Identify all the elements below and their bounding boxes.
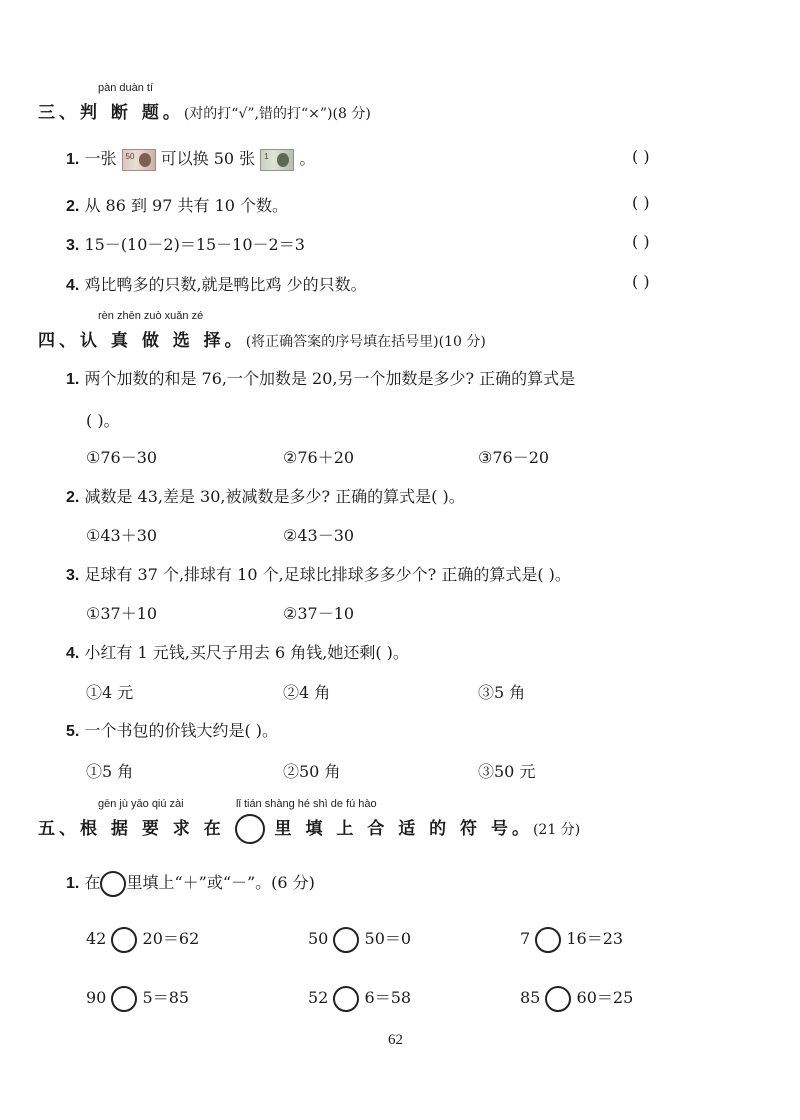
- s4-q2-num: 2.: [66, 489, 80, 506]
- s4-q3-option-2[interactable]: ②37－10: [283, 604, 355, 623]
- section5-pinyin-left: gēn jù yāo qiú zài: [98, 798, 184, 810]
- s4-q3-num: 3.: [66, 567, 80, 584]
- s4-q3-option-1[interactable]: ①37＋10: [86, 604, 158, 623]
- s3-item-4-answer[interactable]: ( ): [632, 272, 650, 291]
- banknote-1-icon: [260, 149, 294, 171]
- section3-title: 三、判 断 题。: [38, 103, 184, 123]
- equation-operand: 52: [308, 988, 329, 1007]
- s3-item-3-text: 15－(10－2)＝15－10－2＝3: [84, 235, 305, 254]
- equation-operand: 85: [520, 988, 541, 1007]
- section3-pinyin: pàn duàn tí: [98, 82, 154, 94]
- s4-q5-option-2[interactable]: ②50 角: [283, 762, 341, 781]
- s4-q5-option-3[interactable]: ③50 元: [478, 762, 536, 781]
- equation-6: [520, 985, 633, 1012]
- s3-item-3: [66, 232, 305, 255]
- section5-title-pre: 五、根 据 要 求 在: [38, 819, 225, 839]
- s3-item-1-num: 1.: [66, 151, 80, 168]
- s4-q5-text: 一个书包的价钱大约是( )。: [84, 721, 279, 740]
- s3-item-2-num: 2.: [66, 198, 80, 215]
- s4-q4-option-3[interactable]: ③5 角: [478, 683, 526, 702]
- s5-sub1-pre: 在: [84, 873, 101, 892]
- s3-item-2: [66, 193, 288, 216]
- s4-q1-option-2[interactable]: ②76＋20: [283, 448, 355, 467]
- bill-denomination: 1: [264, 151, 269, 161]
- s4-q4-num: 4.: [66, 645, 80, 662]
- operator-blank-circle[interactable]: [111, 927, 137, 953]
- circle-icon: [235, 814, 265, 844]
- section3-heading: [38, 98, 371, 123]
- s3-item-1-pre: 一张: [84, 149, 117, 168]
- s3-item-3-answer[interactable]: ( ): [632, 232, 650, 251]
- s4-q1-option-3[interactable]: ③76－20: [478, 448, 550, 467]
- operator-blank-circle[interactable]: [333, 986, 359, 1012]
- section4-heading: [38, 326, 486, 351]
- s4-q2-option-1[interactable]: ①43＋30: [86, 526, 158, 545]
- equation-1: [86, 926, 199, 953]
- s4-q4: [66, 640, 409, 663]
- s4-q2: [66, 484, 465, 507]
- s3-item-4-num: 4.: [66, 277, 80, 294]
- circle-icon: [100, 871, 126, 897]
- operator-blank-circle[interactable]: [535, 927, 561, 953]
- s3-item-1-post: 。: [299, 149, 316, 168]
- equation-rest: 60＝25: [576, 988, 634, 1007]
- section5-pinyin-right: lǐ tián shàng hé shì de fú hào: [236, 798, 377, 810]
- page-number: 62: [388, 1032, 403, 1048]
- equation-operand: 7: [520, 929, 531, 948]
- s4-q4-option-2[interactable]: ②4 角: [283, 683, 331, 702]
- s4-q3: [66, 562, 571, 585]
- equation-3: [520, 926, 623, 953]
- banknote-50-icon: [122, 149, 156, 171]
- s4-q1-blank[interactable]: ( )。: [86, 411, 120, 430]
- s4-q1-num: 1.: [66, 371, 80, 388]
- s3-item-2-answer[interactable]: ( ): [632, 193, 650, 212]
- section4-title: 四、认 真 做 选 择。: [38, 331, 246, 351]
- s3-item-1-mid: 可以换 50 张: [160, 149, 256, 168]
- s3-item-1-answer[interactable]: ( ): [632, 147, 650, 166]
- operator-blank-circle[interactable]: [545, 986, 571, 1012]
- s3-item-4: [66, 272, 367, 295]
- s4-q2-option-2[interactable]: ②43－30: [283, 526, 355, 545]
- s4-q4-text: 小红有 1 元钱,买尺子用去 6 角钱,她还剩( )。: [84, 643, 409, 662]
- s3-item-3-num: 3.: [66, 237, 80, 254]
- section5-title-post: 里 填 上 合 适 的 符 号。: [274, 819, 533, 839]
- equation-operand: 50: [308, 929, 329, 948]
- s3-item-2-text: 从 86 到 97 共有 10 个数。: [84, 196, 289, 215]
- s4-q5: [66, 718, 278, 741]
- s4-q2-text: 减数是 43,差是 30,被减数是多少? 正确的算式是( )。: [84, 487, 465, 506]
- equation-4: [86, 985, 189, 1012]
- s4-q1-text: 两个加数的和是 76,一个加数是 20,另一个加数是多少? 正确的算式是: [84, 369, 576, 388]
- s3-item-1: [66, 146, 315, 171]
- equation-2: [308, 926, 411, 953]
- operator-blank-circle[interactable]: [111, 986, 137, 1012]
- equation-operand: 90: [86, 988, 107, 1007]
- s5-sub1-post: 里填上“＋”或“－”。(6 分): [126, 873, 315, 892]
- s4-q5-option-1[interactable]: ①5 角: [86, 762, 134, 781]
- equation-rest: 16＝23: [566, 929, 624, 948]
- s5-sub1-num: 1.: [66, 875, 80, 892]
- section5-note: (21 分): [532, 822, 581, 838]
- equation-rest: 6＝58: [364, 988, 412, 1007]
- s5-sub1: [66, 870, 315, 897]
- bill-denomination: 50: [125, 151, 135, 161]
- s3-item-4-text: 鸡比鸭多的只数,就是鸭比鸡 少的只数。: [84, 275, 367, 294]
- s4-q1: [66, 366, 575, 389]
- equation-rest: 5＝85: [142, 988, 190, 1007]
- s4-q1-option-1[interactable]: ①76－30: [86, 448, 158, 467]
- equation-rest: 50＝0: [364, 929, 412, 948]
- s4-q3-text: 足球有 37 个,排球有 10 个,足球比排球多多少个? 正确的算式是( )。: [84, 565, 571, 584]
- s4-q4-option-1[interactable]: ①4 元: [86, 683, 134, 702]
- section5-heading: [38, 814, 580, 844]
- section4-note: (将正确答案的序号填在括号里)(10 分): [245, 334, 486, 350]
- equation-rest: 20＝62: [142, 929, 200, 948]
- section3-note: (对的打“√”,错的打“×”)(8 分): [183, 106, 371, 122]
- operator-blank-circle[interactable]: [333, 927, 359, 953]
- equation-5: [308, 985, 411, 1012]
- section4-pinyin: rèn zhēn zuò xuǎn zé: [98, 310, 204, 322]
- equation-operand: 42: [86, 929, 107, 948]
- s4-q5-num: 5.: [66, 723, 80, 740]
